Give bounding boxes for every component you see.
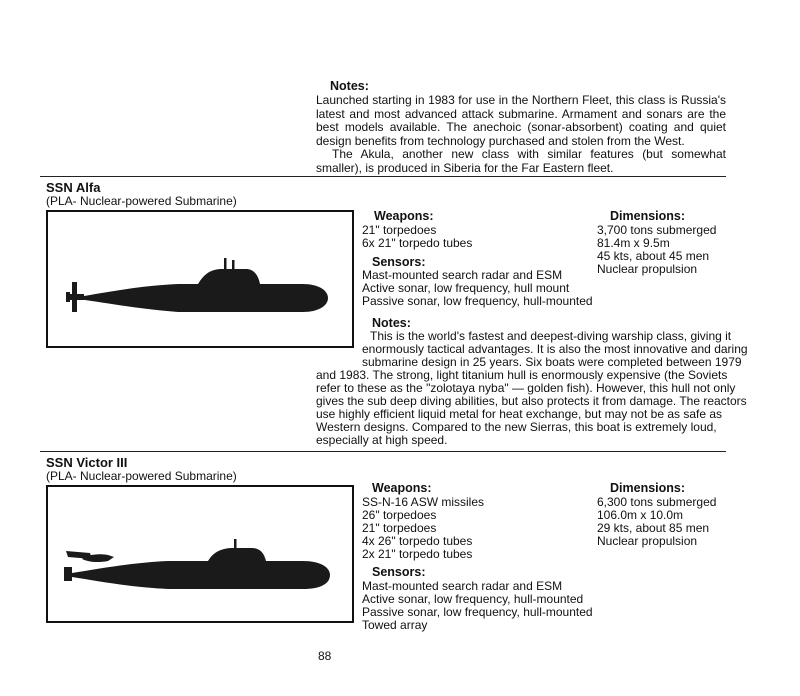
alfa-weapon-2: 6x 21" torpedo tubes bbox=[362, 236, 473, 250]
victor-weapon-4: 4x 26" torpedo tubes bbox=[362, 534, 473, 548]
alfa-dimension-2: 81.4m x 9.5m bbox=[597, 236, 670, 250]
victor-sensor-3: Passive sonar, low frequency, hull-mounted bbox=[362, 605, 593, 619]
top-notes-para-1: Launched starting in 1983 for use in the Northern Fleet, this class is Russia's latest and most advanced attack submarine. Armament and sonars are the best models available. The anechoic (sonar-absorbent) coating and quiet design benefits from technology purchased and stolen from the West. bbox=[316, 93, 726, 148]
alfa-notes-line-7: use highly efficient liquid metal for heat exchange, but may not be as safe as bbox=[316, 407, 723, 421]
alfa-notes-line-1: This is the world's fastest and deepest-diving warship class, giving it bbox=[370, 329, 732, 343]
victor-weapon-3: 21" torpedoes bbox=[362, 521, 437, 535]
alfa-notes-line-4: and 1983. The strong, light titanium hull is enormously expensive (the Soviets bbox=[316, 368, 728, 382]
alfa-notes-line-6: gives the sub deep diving abilities, but also protects it from damage. The reactors bbox=[316, 394, 747, 408]
alfa-dimension-3: 45 kts, about 45 men bbox=[597, 249, 710, 263]
alfa-notes-heading: Notes: bbox=[372, 316, 411, 330]
section-divider bbox=[40, 451, 726, 452]
alfa-title: SSN Alfa bbox=[46, 180, 101, 195]
victor-dimension-2: 106.0m x 10.0m bbox=[597, 508, 684, 522]
alfa-subtitle: (PLA- Nuclear-powered Submarine) bbox=[46, 194, 237, 208]
victor-title: SSN Victor III bbox=[46, 455, 128, 470]
victor-sensor-2: Active sonar, low frequency, hull-mounted bbox=[362, 592, 584, 606]
victor-illustration-frame bbox=[46, 485, 354, 623]
alfa-dimensions-heading: Dimensions: bbox=[610, 209, 686, 223]
victor-dimension-1: 6,300 tons submerged bbox=[597, 495, 717, 509]
top-notes-para-2: The Akula, another new class with similar features (but somewhat smaller), is produced in Siberia for the Far Eastern fleet. bbox=[316, 147, 726, 175]
alfa-sensor-1: Mast-mounted search radar and ESM bbox=[362, 268, 563, 282]
section-divider bbox=[40, 176, 726, 177]
alfa-notes-line-2: enormously tactical advantages. It is also the most innovative and daring bbox=[362, 342, 748, 356]
page-number: 88 bbox=[318, 649, 332, 663]
victor-sensor-1: Mast-mounted search radar and ESM bbox=[362, 579, 563, 593]
alfa-dimension-1: 3,700 tons submerged bbox=[597, 223, 717, 237]
alfa-notes-line-9: especially at high speed. bbox=[316, 433, 448, 447]
victor-dimensions-heading: Dimensions: bbox=[610, 481, 686, 495]
victor-submarine-image bbox=[48, 487, 352, 621]
alfa-sensor-3: Passive sonar, low frequency, hull-mounted bbox=[362, 294, 593, 308]
victor-weapon-2: 26" torpedoes bbox=[362, 508, 437, 522]
alfa-sensors-heading: Sensors: bbox=[372, 255, 426, 269]
alfa-dimension-4: Nuclear propulsion bbox=[597, 262, 698, 276]
victor-weapons-heading: Weapons: bbox=[372, 481, 432, 495]
alfa-weapons-heading: Weapons: bbox=[374, 209, 434, 223]
alfa-illustration-frame bbox=[46, 210, 354, 348]
victor-dimension-3: 29 kts, about 85 men bbox=[597, 521, 710, 535]
alfa-sensor-2: Active sonar, low frequency, hull mount bbox=[362, 281, 570, 295]
victor-dimension-4: Nuclear propulsion bbox=[597, 534, 698, 548]
top-notes-body bbox=[316, 94, 726, 175]
victor-sensors-heading: Sensors: bbox=[372, 565, 426, 579]
victor-sensor-4: Towed array bbox=[362, 618, 428, 632]
victor-weapon-5: 2x 21" torpedo tubes bbox=[362, 547, 473, 561]
top-notes-heading: Notes: bbox=[330, 79, 369, 93]
alfa-notes-line-8: Western designs. Compared to the new Sierras, this boat is extremely loud, bbox=[316, 420, 717, 434]
victor-subtitle: (PLA- Nuclear-powered Submarine) bbox=[46, 469, 237, 483]
alfa-notes-line-3: submarine design in 25 years. Six boats were completed between 1979 bbox=[362, 355, 742, 369]
alfa-submarine-image bbox=[48, 212, 352, 346]
victor-weapon-1: SS-N-16 ASW missiles bbox=[362, 495, 485, 509]
alfa-weapon-1: 21" torpedoes bbox=[362, 223, 437, 237]
alfa-notes-line-5: refer to these as the "zolotaya nyba" — golden fish). However, this hull not only bbox=[316, 381, 736, 395]
